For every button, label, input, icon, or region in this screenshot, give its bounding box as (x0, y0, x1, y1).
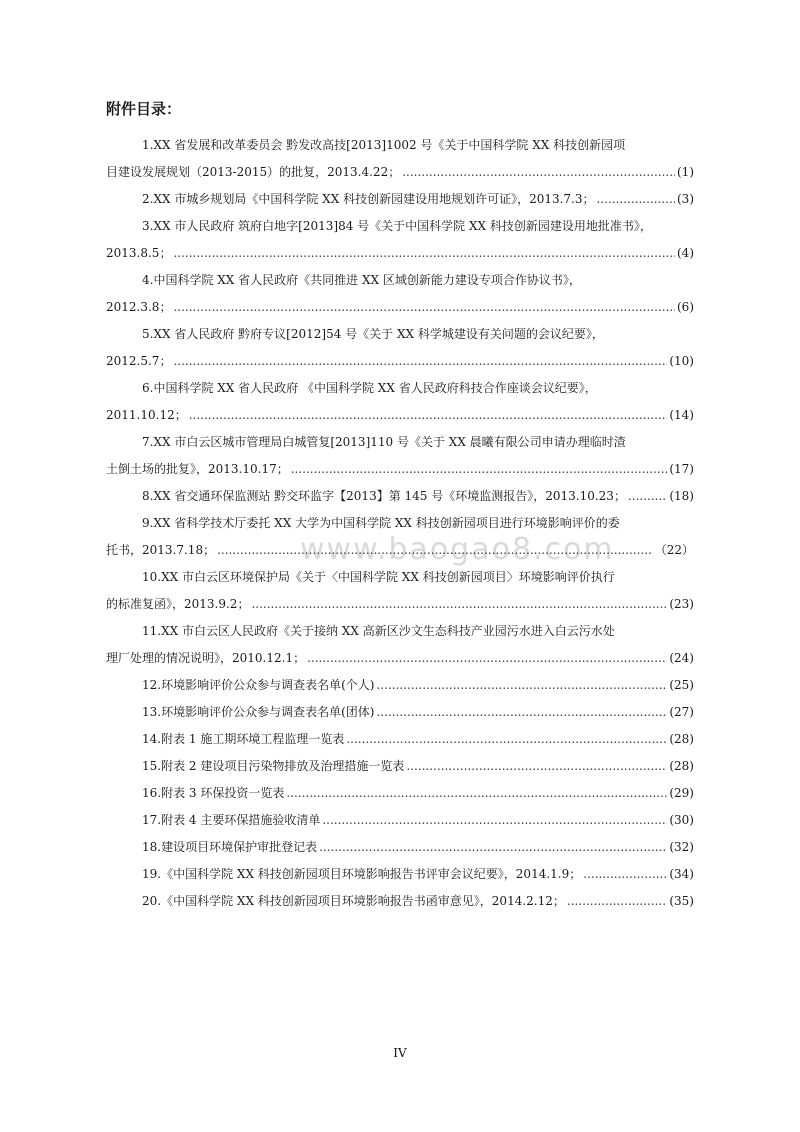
entry-line: 17.附表 4 主要环保措施验收清单 (142, 813, 321, 827)
entry-line: 9.XX 省科学技术厅委托 XX 大学为中国科学院 XX 科技创新园项目进行环境影响评价的委 (142, 516, 620, 530)
entry-page: (1) (677, 165, 694, 179)
toc-entry-10 (106, 564, 694, 618)
entry-line: 6.中国科学院 XX 省人民政府 《中国科学院 XX 省人民政府科技合作座谈会议纪要》， (142, 381, 597, 395)
leader-dots (583, 861, 667, 888)
leader-dots (376, 699, 667, 726)
entry-line: 11.XX 市白云区人民政府《关于接纳 XX 高新区沙文生态科技产业园污水进入白云污水处 (142, 624, 615, 638)
leader-dots (189, 402, 668, 429)
leader-dots (286, 780, 667, 807)
leader-dots (173, 294, 675, 321)
entry-line: 2.XX 市城乡规划局《中国科学院 XX 科技创新园建设用地规划许可证》，2013.7.3； (142, 192, 595, 206)
entry-line: 16.附表 3 环保投资一览表 (142, 786, 285, 800)
toc-entry-3 (106, 213, 694, 267)
entry-page: (18) (669, 489, 694, 503)
toc-entry-5 (106, 321, 694, 375)
entry-page: (6) (677, 300, 694, 314)
leader-dots (406, 753, 667, 780)
toc-entry-8 (106, 483, 694, 510)
leader-dots (291, 456, 668, 483)
page-number: IV (393, 1046, 407, 1060)
toc-entry-11 (106, 618, 694, 672)
entry-line: 托书，2013.7.18； (106, 543, 216, 557)
entry-page: (24) (669, 651, 694, 665)
toc-entry-20 (106, 888, 694, 915)
leader-dots (376, 672, 667, 699)
toc-entry-15 (106, 753, 694, 780)
entry-line: 2012.3.8； (106, 300, 172, 314)
toc-entry-14 (106, 726, 694, 753)
entry-page: （22） (654, 543, 694, 557)
entry-page: (14) (669, 408, 694, 422)
entry-page: (35) (669, 894, 694, 908)
entry-line: 19.《中国科学院 XX 科技创新园项目环境影响报告书评审会议纪要》，2014.1.9； (142, 867, 582, 881)
leader-dots (402, 159, 675, 186)
entry-line: 7.XX 市白云区城市管理局白城管复[2013]110 号《关于 XX 晨曦有限公司申请办理临时渣 (142, 435, 626, 449)
entry-line: 13.环境影响评价公众参与调查表名单(团体) (142, 705, 375, 719)
entry-page: (3) (677, 192, 694, 206)
leader-dots (628, 483, 667, 510)
entry-line: 的标准复函》，2013.9.2； (106, 597, 250, 611)
entry-page: (29) (669, 786, 694, 800)
entry-page: (30) (669, 813, 694, 827)
watermark: www.baogao8.com (300, 532, 615, 567)
entry-page: (28) (669, 732, 694, 746)
entry-line: 5.XX 省人民政府 黔府专议[2012]54 号《关于 XX 科学城建设有关问题的会议纪要》， (142, 327, 604, 341)
leader-dots (322, 807, 667, 834)
toc-entry-17 (106, 807, 694, 834)
entry-line: 8.XX 省交通环保监测站 黔交环监字【2013】第 145 号《环境监测报告》，2013.10.23； (142, 489, 626, 503)
entry-line: 10.XX 市白云区环境保护局《关于〈中国科学院 XX 科技创新园项目〉环境影响评价执行 (142, 570, 615, 584)
entry-line: 3.XX 市人民政府 筑府白地字[2013]84 号《关于中国科学院 XX 科技创新园建设用地批准书》， (142, 219, 652, 233)
toc-entry-4 (106, 267, 694, 321)
entry-line: 1.XX 省发展和改革委员会 黔发改高技[2013]1002 号《关于中国科学院 XX 科技创新园项 (142, 138, 626, 152)
toc-entry-19 (106, 861, 694, 888)
toc-entry-13 (106, 699, 694, 726)
toc-entry-7 (106, 429, 694, 483)
leader-dots (567, 888, 667, 915)
entry-line: 18.建设项目环境保护审批登记表 (142, 840, 318, 854)
entry-line: 目建设发展规划（2013-2015）的批复，2013.4.22； (106, 165, 401, 179)
toc-entry-12 (106, 672, 694, 699)
entry-page: (10) (669, 354, 694, 368)
toc-entry-6 (106, 375, 694, 429)
leader-dots (597, 186, 675, 213)
entry-line: 14.附表 1 施工期环境工程监理一览表 (142, 732, 345, 746)
leader-dots (217, 537, 653, 564)
entry-line: 20.《中国科学院 XX 科技创新园项目环境影响报告书函审意见》，2014.2.12； (142, 894, 565, 908)
entry-line: 4.中国科学院 XX 省人民政府《共同推进 XX 区域创新能力建设专项合作协议书》， (142, 273, 581, 287)
toc-entry-2 (106, 186, 694, 213)
toc-entry-16 (106, 780, 694, 807)
leader-dots (346, 726, 667, 753)
toc-entry-9 (106, 510, 694, 564)
leader-dots (319, 834, 667, 861)
leader-dots (307, 645, 667, 672)
toc-entry-1 (106, 132, 694, 186)
entry-line: 2012.5.7； (106, 354, 172, 368)
entry-line: 土倒土场的批复》，2013.10.17； (106, 462, 289, 476)
entry-line: 15.附表 2 建设项目污染物排放及治理措施一览表 (142, 759, 405, 773)
entry-page: (17) (669, 462, 694, 476)
entry-page: (28) (669, 759, 694, 773)
entry-page: (25) (669, 678, 694, 692)
leader-dots (173, 240, 675, 267)
entry-line: 12.环境影响评价公众参与调查表名单(个人) (142, 678, 375, 692)
leader-dots (173, 348, 667, 375)
entry-line: 2011.10.12； (106, 408, 187, 422)
entry-page: (27) (669, 705, 694, 719)
entry-page: (4) (677, 246, 694, 260)
appendix-heading: 附件目录： (106, 100, 182, 118)
leader-dots (251, 591, 667, 618)
entry-page: (32) (669, 840, 694, 854)
entry-page: (34) (669, 867, 694, 881)
entry-line: 2013.8.5； (106, 246, 172, 260)
entry-line: 理厂处理的情况说明》，2010.12.1； (106, 651, 306, 665)
entry-page: (23) (669, 597, 694, 611)
toc-entry-18 (106, 834, 694, 861)
